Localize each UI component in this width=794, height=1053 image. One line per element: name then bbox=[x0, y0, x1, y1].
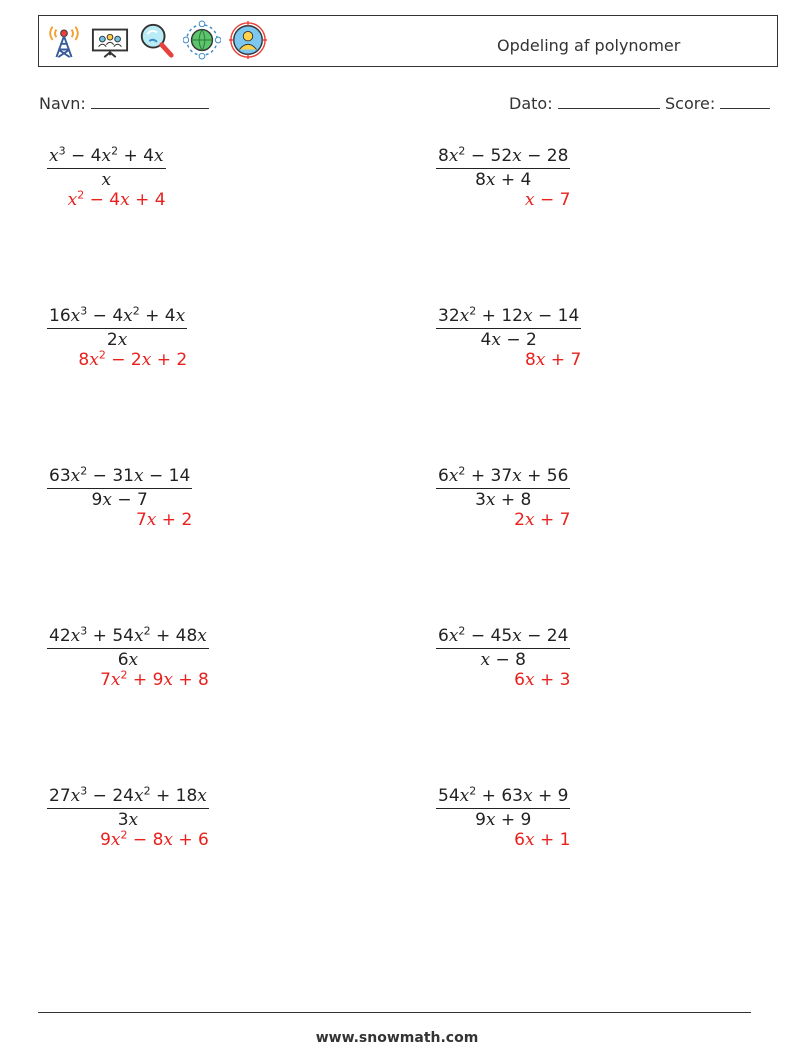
answer: $9x^2 - 8x + 6$ bbox=[100, 828, 209, 850]
answer: 6x + 1 bbox=[514, 830, 571, 850]
problem-8 bbox=[436, 626, 570, 690]
answer: $x^2 - 4x + 4$ bbox=[67, 188, 166, 210]
denominator: 4x − 2 bbox=[480, 330, 537, 350]
numerator: $8x^2 - 52x - 28$ bbox=[436, 146, 570, 169]
numerator: $32x^2 + 12x - 14$ bbox=[436, 306, 581, 329]
problem-4 bbox=[436, 306, 581, 370]
name-blank[interactable] bbox=[91, 94, 209, 109]
fraction bbox=[47, 466, 192, 530]
denominator: 9x − 7 bbox=[91, 490, 148, 510]
denominator: x − 8 bbox=[480, 650, 526, 670]
problem-1 bbox=[47, 146, 166, 210]
footer-divider bbox=[38, 1012, 751, 1013]
date-blank[interactable] bbox=[558, 94, 660, 109]
fraction bbox=[47, 786, 209, 850]
header-icons bbox=[45, 20, 267, 60]
denominator: 3x bbox=[117, 810, 139, 830]
numerator: $27x^3 - 24x^2 + 18x$ bbox=[47, 786, 209, 809]
footer-url: www.snowmath.com bbox=[315, 1030, 479, 1046]
answer: $8x^2 - 2x + 2$ bbox=[78, 348, 188, 370]
answer: 8x + 7 bbox=[524, 350, 582, 370]
denominator: 8x + 4 bbox=[475, 170, 532, 190]
globe-network-icon bbox=[183, 20, 221, 60]
numerator: $63x^2 - 31x - 14$ bbox=[47, 466, 192, 489]
problem-2 bbox=[436, 146, 570, 210]
numerator: $54x^2 + 63x + 9$ bbox=[436, 786, 570, 809]
antenna-tower-icon bbox=[45, 20, 83, 60]
numerator: $6x^2 - 45x - 24$ bbox=[436, 626, 570, 649]
header-box bbox=[38, 15, 778, 67]
date-field[interactable] bbox=[509, 94, 660, 113]
denominator: 6x bbox=[117, 650, 139, 670]
score-blank[interactable] bbox=[720, 94, 770, 109]
answer: 6x + 3 bbox=[514, 670, 571, 690]
denominator: 2x bbox=[106, 330, 128, 350]
answer: $7x^2 + 9x + 8$ bbox=[100, 668, 209, 690]
problem-6 bbox=[436, 466, 570, 530]
fraction bbox=[436, 306, 581, 370]
name-field[interactable] bbox=[39, 94, 209, 113]
fraction bbox=[47, 146, 166, 210]
date-label: Dato: bbox=[509, 94, 553, 113]
score-label: Score: bbox=[665, 94, 716, 113]
denominator: x bbox=[101, 170, 112, 190]
problem-9 bbox=[47, 786, 209, 850]
answer: x − 7 bbox=[524, 190, 571, 210]
numerator: $x^3 - 4x^2 + 4x$ bbox=[47, 146, 166, 169]
fraction bbox=[47, 306, 187, 370]
fraction bbox=[47, 626, 209, 690]
fraction bbox=[436, 786, 570, 850]
fraction bbox=[436, 466, 570, 530]
page-title: Opdeling af polynomer bbox=[497, 36, 681, 55]
score-field[interactable] bbox=[665, 94, 770, 113]
fraction bbox=[436, 626, 570, 690]
user-target-icon bbox=[229, 20, 267, 60]
denominator: 3x + 8 bbox=[475, 490, 532, 510]
problem-3 bbox=[47, 306, 187, 370]
answer: 7x + 2 bbox=[135, 510, 193, 530]
denominator: 9x + 9 bbox=[475, 810, 532, 830]
problem-10 bbox=[436, 786, 570, 850]
numerator: $6x^2 + 37x + 56$ bbox=[436, 466, 570, 489]
numerator: $16x^3 - 4x^2 + 4x$ bbox=[47, 306, 187, 329]
problem-5 bbox=[47, 466, 192, 530]
presentation-board-icon bbox=[91, 20, 129, 60]
fraction bbox=[436, 146, 570, 210]
magnifier-search-icon bbox=[137, 20, 175, 60]
numerator: $42x^3 + 54x^2 + 48x$ bbox=[47, 626, 209, 649]
name-label: Navn: bbox=[39, 94, 86, 113]
answer: 2x + 7 bbox=[514, 510, 571, 530]
problem-7 bbox=[47, 626, 209, 690]
